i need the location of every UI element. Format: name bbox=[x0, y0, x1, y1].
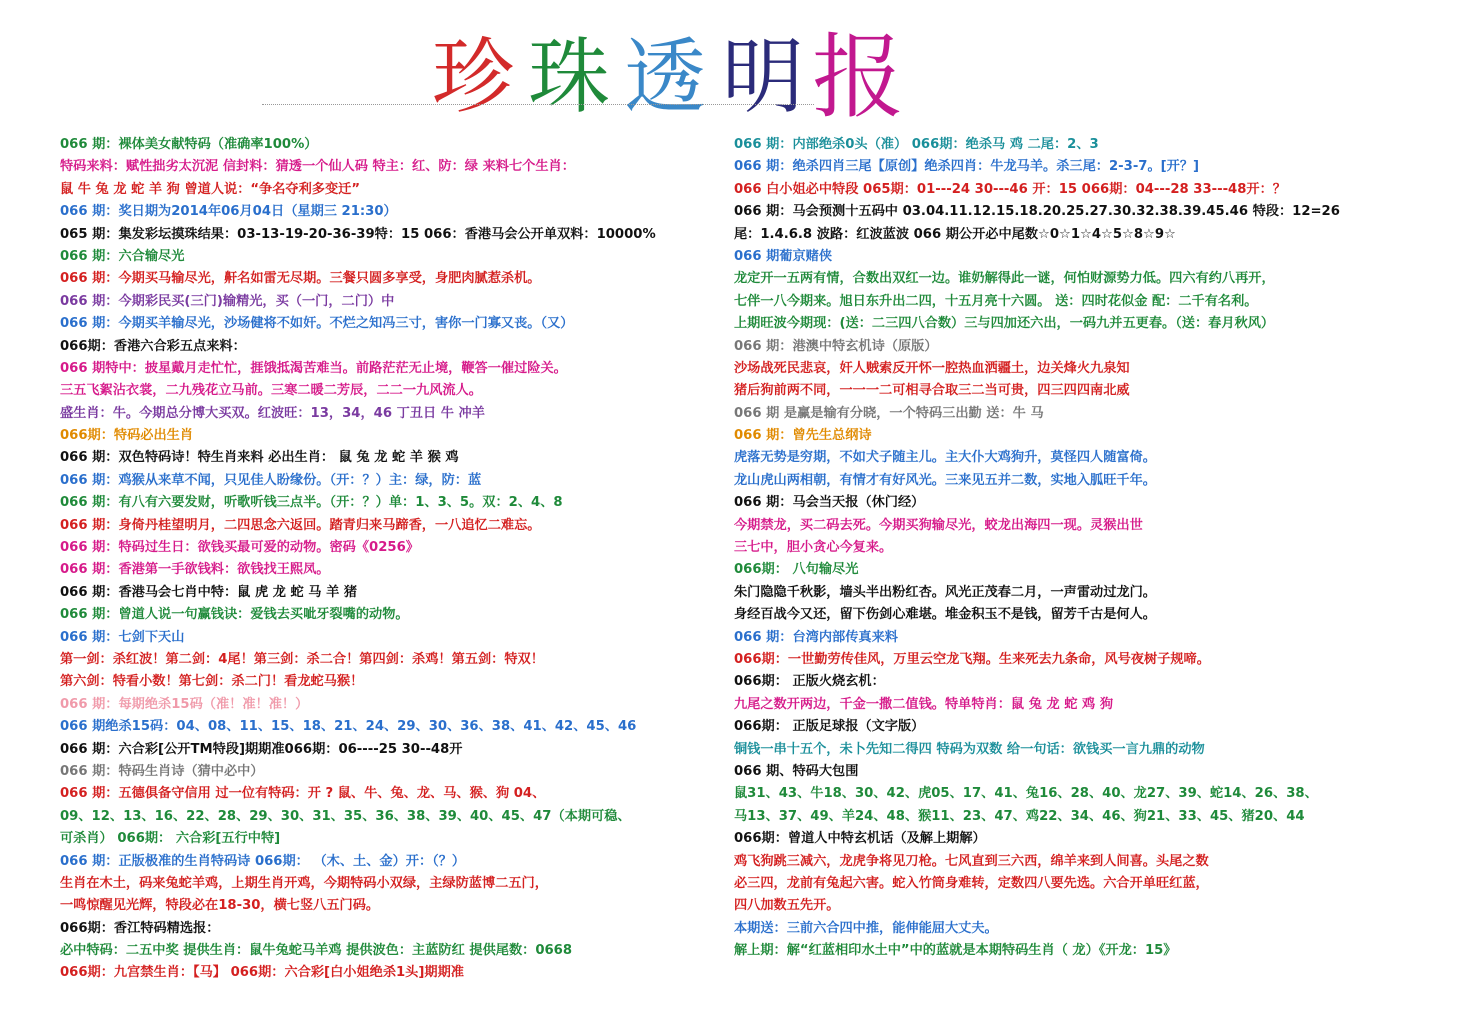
text-line: 七伴一八今期来。旭日东升出二四，十五月亮十六圆。 送：四时花似金 配：二千有名利。 bbox=[734, 293, 1258, 309]
text-line: 猪后狗前两不同，一一一二可相寻合取三二当可贵，四三四四南北威 bbox=[734, 383, 1130, 399]
text-line: 066 期：奖日期为2014年06月04日（星期三 21:30） bbox=[60, 204, 397, 220]
title-char-2: 珠 bbox=[528, 30, 611, 125]
text-line: 朱门隐隐千秋影，墙头半出粉红杏。风光正茂春二月，一声雷动过龙门。 bbox=[734, 584, 1156, 600]
text-line: 066 期：双色特码诗！特生肖来料 必出生肖： 鼠 兔 龙 蛇 羊 猴 鸡 bbox=[60, 450, 459, 466]
text-line: 09、12、13、16、22、28、29、30、31、35、36、38、39、40、45、47（本期可稳、 bbox=[60, 808, 631, 824]
text-line: 066期：香江特码精选报： bbox=[60, 920, 220, 936]
text-line: 身经百战今又还，留下伤剑心难堪。堆金积玉不是钱，留芳千古是何人。 bbox=[734, 607, 1156, 623]
text-line: 龙山虎山两相朝，有情才有好风光。三来见五并二数，实地入胍旺千年。 bbox=[734, 472, 1156, 488]
text-line: 066 期：今期买羊输尽光，沙场健将不如奸。不烂之知冯三寸，害你一门寡又丧。（又） bbox=[60, 316, 574, 332]
text-line: 尾：1.4.6.8 波路：红波蓝波 066 期公开必中尾数☆0☆1☆4☆5☆8☆9☆ bbox=[734, 226, 1176, 242]
text-line: 066 白小姐必中特段 065期：01---24 30---46 开：15 066期：04---28 33---48开：？ bbox=[734, 181, 1286, 197]
text-line: 066 期：六合输尽光 bbox=[60, 248, 185, 264]
left-column bbox=[60, 134, 725, 985]
text-line: 066 期：曾先生总纲诗 bbox=[734, 428, 872, 444]
text-line: 066 期 是赢是输有分晓，一个特码三出勤 送：牛 马 bbox=[734, 405, 1044, 421]
text-line: 066 期：身倚丹桂望明月，二四思念六返回。踏青归来马蹄香，一八追忆二难忘。 bbox=[60, 517, 541, 533]
text-line: 必中特码：二五中奖 提供生肖：鼠牛兔蛇马羊鸡 提供波色：主蓝防红 提供尾数：0668 bbox=[60, 943, 573, 959]
text-line: 066 期特中：披星戴月走忙忙，捱饿抵渴苦难当。前路茫茫无止境，鞭答一催过险关。 bbox=[60, 360, 567, 376]
text-line: 今期禁龙，买二码去死。今期买狗输尽光，蛟龙出海四一现。灵猴出世 bbox=[734, 517, 1143, 533]
text-line: 本期送：三前六合四中推，能伸能屈大丈夫。 bbox=[734, 920, 998, 936]
text-line: 解上期：解“红蓝相印水土中”中的蓝就是本期特码生肖（ 龙）《开龙：15》 bbox=[734, 943, 1177, 959]
text-line: 生肖在木土，码来兔蛇羊鸡，上期生肖开鸡，今期特码小双绿，主绿防蓝博二五门， bbox=[60, 875, 548, 891]
text-line: 066期：九宫禁生肖：【马】 066期：六合彩[白小姐绝杀1头]期期准 bbox=[60, 965, 464, 981]
text-line: 066期：香港六合彩五点来料： bbox=[60, 338, 246, 354]
text-line: 066期：曾道人中特玄机话（及解上期解） bbox=[734, 831, 986, 847]
text-line: 066 期：曾道人说一句赢钱诀：爱钱去买呲牙裂嘴的动物。 bbox=[60, 607, 409, 623]
text-line: 066 期：五德俱备守信用 过一位有特码：开 ? 鼠、牛、兔、龙、马、猴、狗 04、 bbox=[60, 786, 546, 802]
text-line: 066 期：台湾内部传真来料 bbox=[734, 629, 898, 645]
text-line: 第一剑：杀红波！第二剑：4尾！第三剑：杀二合！第四剑：杀鸡！第五剑：特双！ bbox=[60, 651, 544, 667]
text-line: 铜钱一串十五个，未卜先知二得四 特码为双数 给一句话：欲钱买一言九鼎的动物 bbox=[734, 741, 1205, 757]
text-line: 可杀肖） 066期： 六合彩[五行中特] bbox=[60, 831, 281, 847]
text-line: 066 期：香港马会七肖中特：鼠 虎 龙 蛇 马 羊 猪 bbox=[60, 584, 358, 600]
text-line: 虎落无势是穷期，不如犬子随主儿。主大仆大鸡狗升，莫怪四人随富倚。 bbox=[734, 450, 1156, 466]
text-line: 066期：一世勤劳传佳风，万里云空龙飞翔。生来死去九条命，风号夜树子规啼。 bbox=[734, 651, 1210, 667]
text-line: 九尾之数开两边，千金一撒二值钱。特单特肖：鼠 兔 龙 蛇 鸡 狗 bbox=[734, 696, 1114, 712]
text-line: 066 期：港澳中特玄机诗（原版） bbox=[734, 338, 938, 354]
text-line: 一鸣惊醒见光辉，特段必在18-30，横七竖八五门码。 bbox=[60, 898, 380, 914]
text-line: 066 期：马会预测十五码中 03.04.11.12.15.18.20.25.27.30.32.38.39.45.46 特段：12=26 bbox=[734, 204, 1340, 220]
text-line: 三五飞絮沾衣裳，二九残花立马前。三寒二暖二芳辰，二二一九风流人。 bbox=[60, 383, 482, 399]
page-title bbox=[0, 24, 1457, 131]
text-line: 066期： 正版火烧玄机： bbox=[734, 674, 885, 690]
text-line: 龙定开一五两有情，合数出双红一边。谁奶解得此一谜，何怕财源势力低。四六有约八再开， bbox=[734, 271, 1275, 287]
title-char-1: 珍 bbox=[432, 30, 515, 125]
text-line: 066 期绝杀15码：04、08、11、15、18、21、24、29、30、36、38、41、42、45、46 bbox=[60, 719, 637, 735]
text-line: 066 期：特码生肖诗（猜中必中） bbox=[60, 763, 264, 779]
text-line: 066 期：今期彩民买(三门)输精光，买（一门，二门）中 bbox=[60, 293, 395, 309]
text-line: 沙场战死民悲哀，奸人贼索反开怀一腔热血洒疆土，边关烽火九泉知 bbox=[734, 360, 1130, 376]
text-line: 特码来料：赋性拙劣太沉泥 信封料：猜透一个仙人码 特主：红、防：绿 来料七个生肖： bbox=[60, 159, 575, 175]
text-line: 066期：特码必出生肖 bbox=[60, 428, 194, 444]
text-line: 066 期：七剑下天山 bbox=[60, 629, 185, 645]
text-line: 第六剑：特看小数！第七剑：杀二门！看龙蛇马猴！ bbox=[60, 674, 364, 690]
text-line: 065 期：集发彩坛摸珠结果：03-13-19-20-36-39特：15 066：香港马会公开单双料：10000% bbox=[60, 226, 656, 242]
text-line: 066 期：裸体美女献特码（准确率100%） bbox=[60, 137, 318, 152]
text-line: 066 期：特码过生日：欲钱买最可爱的动物。密码《0256》 bbox=[60, 540, 419, 556]
text-line: 066 期：有八有六要发财，听歌听钱三点半。（开：？）单：1、3、5。双：2、4、8 bbox=[60, 495, 563, 511]
text-line: 066 期：今期买马输尽光，鼾名如雷无尽期。三餐只圆多享受，身肥肉腻惹杀机。 bbox=[60, 271, 541, 287]
text-line: 066 期：马会当天报（休门经） bbox=[734, 495, 925, 511]
title-char-5: 报 bbox=[812, 24, 905, 131]
text-line: 066期： 正版足球报（文字版） bbox=[734, 719, 925, 735]
text-line: 鸡飞狗跳三减六，龙虎争将见刀枪。七风直到三六西，绵羊来到人间喜。头尾之数 bbox=[734, 853, 1209, 869]
text-line: 马13、37、49、羊24、48、猴11、23、47、鸡22、34、46、狗21、33、45、猪20、44 bbox=[734, 808, 1305, 824]
right-column bbox=[734, 134, 1439, 962]
text-line: 066 期：绝杀四肖三尾【原创】绝杀四肖：牛龙马羊。杀三尾：2-3-7。[开？] bbox=[734, 159, 1200, 175]
text-line: 066期： 八句输尽光 bbox=[734, 562, 859, 578]
text-line: 四八加数五先开。 bbox=[734, 898, 840, 914]
text-line: 盛生肖：牛。今期总分博大买双。红波旺：13，34，46 丁丑日 牛 冲羊 bbox=[60, 405, 485, 421]
text-line: 066 期：正版极准的生肖特码诗 066期： （木、土、金）开：（？） bbox=[60, 853, 466, 869]
text-line: 066 期：六合彩[公开TM特段]期期准066期：06----25 30--48开 bbox=[60, 741, 463, 757]
text-line: 066 期葡京赌侠 bbox=[734, 248, 833, 264]
text-line: 必三四，龙前有兔起六害。蛇入竹筒身难转，定数四八要先选。六合开单旺红蓝， bbox=[734, 875, 1209, 891]
text-line: 066 期：鸡猴从来草不闻，只见佳人盼缘份。（开：？）主：绿，防：蓝 bbox=[60, 472, 482, 488]
text-line: 066 期：香港第一手欲钱料：欲钱找王熙凤。 bbox=[60, 562, 330, 578]
text-line: 066 期、特码大包围 bbox=[734, 763, 859, 779]
title-char-4: 明 bbox=[722, 30, 805, 125]
text-line: 上期旺波今期现：(送：二三四八合数）三与四加还六出，一码九并五更春。（送：春月秋风） bbox=[734, 316, 1275, 332]
text-line: 066 期：每期绝杀15码（准！准！准！） bbox=[60, 696, 309, 712]
text-line: 鼠31、43、牛18、30、42、虎05、17、41、兔16、28、40、龙27、39、蛇14、26、38、 bbox=[734, 786, 1318, 802]
text-line: 066 期：内部绝杀0头（准） 066期：绝杀马 鸡 二尾：2、3 bbox=[734, 137, 1099, 152]
text-line: 三七中，胆小贪心今复来。 bbox=[734, 540, 893, 556]
title-divider bbox=[262, 104, 814, 105]
title-char-3: 透 bbox=[624, 30, 707, 125]
text-line: 鼠 牛 兔 龙 蛇 羊 狗 曾道人说：“争名夺利多变迁” bbox=[60, 181, 361, 197]
